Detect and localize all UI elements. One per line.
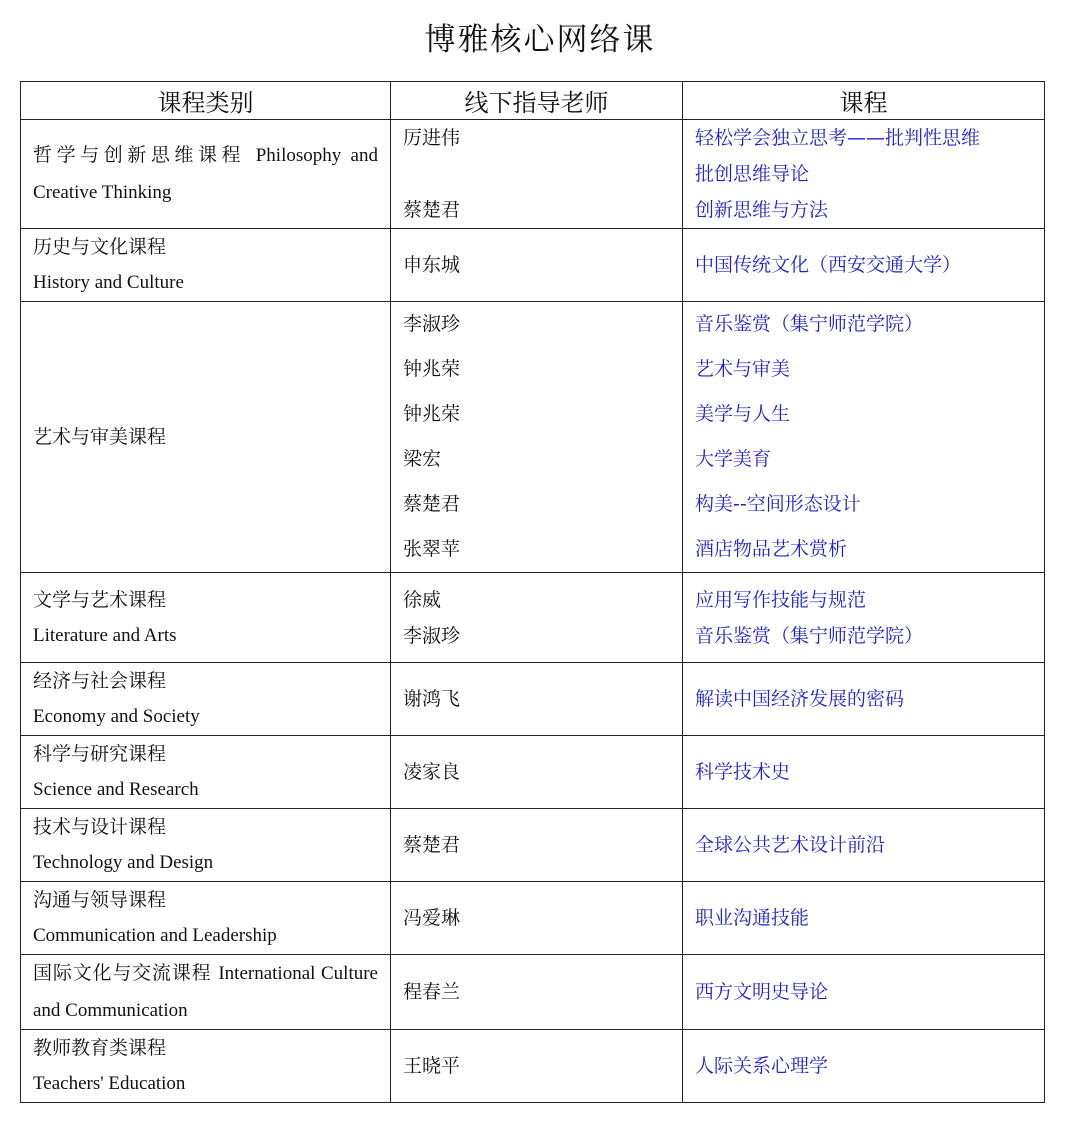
category-en: Philosophy and Creative Thinking <box>33 145 378 203</box>
course-cell <box>683 120 1045 229</box>
course-link[interactable]: 美学与人生 <box>695 403 791 425</box>
course-cell <box>683 736 1045 809</box>
teacher-name: 钟兆荣 <box>403 403 461 425</box>
course-link[interactable]: 构美--空间形态设计 <box>695 493 861 515</box>
category-zh: 技术与设计课程 <box>33 816 167 838</box>
course-link[interactable]: 科学技术史 <box>695 760 791 783</box>
teacher-name: 李淑珍 <box>403 624 461 647</box>
table-row <box>21 229 1045 302</box>
course-cell <box>683 1030 1045 1103</box>
table-row <box>21 573 1045 663</box>
teacher-name <box>403 156 670 192</box>
table-row <box>21 955 1045 1030</box>
category-cell <box>21 955 391 1030</box>
course-cell <box>683 955 1045 1030</box>
category-zh: 文学与艺术课程 <box>33 588 167 611</box>
category-zh: 国际文化与交流课程 <box>33 962 212 984</box>
course-link[interactable]: 音乐鉴赏（集宁师范学院） <box>695 313 924 335</box>
course-table <box>20 81 1045 1103</box>
course-link[interactable]: 酒店物品艺术赏析 <box>695 538 848 560</box>
category-cell <box>21 573 391 663</box>
category-cell <box>21 120 391 229</box>
category-en: Technology and Design <box>33 852 214 873</box>
course-link[interactable]: 轻松学会独立思考——批判性思维 <box>695 127 981 149</box>
teacher-name: 厉进伟 <box>403 127 461 149</box>
category-cell <box>21 882 391 955</box>
course-link[interactable]: 应用写作技能与规范 <box>695 588 867 611</box>
category-zh: 教师教育类课程 <box>33 1037 167 1059</box>
course-link[interactable]: 艺术与审美 <box>695 358 791 380</box>
teacher-name: 王晓平 <box>403 1054 461 1077</box>
category-zh: 历史与文化课程 <box>33 236 167 258</box>
table-row <box>21 1030 1045 1103</box>
teacher-name: 徐威 <box>403 588 442 611</box>
course-cell <box>683 882 1045 955</box>
category-cell <box>21 663 391 736</box>
course-link[interactable]: 人际关系心理学 <box>695 1054 829 1077</box>
teacher-name: 凌家良 <box>403 760 461 783</box>
teacher-name: 谢鸿飞 <box>403 687 461 710</box>
category-en: History and Culture <box>33 272 184 293</box>
table-row <box>21 736 1045 809</box>
category-cell <box>21 229 391 302</box>
teacher-name: 程春兰 <box>403 980 461 1003</box>
category-zh: 沟通与领导课程 <box>33 889 167 911</box>
course-cell <box>683 302 1045 573</box>
teacher-cell <box>391 1030 683 1103</box>
teacher-cell <box>391 120 683 229</box>
teacher-name: 张翠苹 <box>403 538 461 560</box>
category-en: Science and Research <box>33 779 199 800</box>
category-zh: 艺术与审美课程 <box>33 426 167 448</box>
course-cell <box>683 663 1045 736</box>
table-row <box>21 809 1045 882</box>
category-cell <box>21 1030 391 1103</box>
course-link[interactable]: 音乐鉴赏（集宁师范学院） <box>695 624 924 647</box>
course-link[interactable]: 大学美育 <box>695 448 772 470</box>
category-cell <box>21 736 391 809</box>
teacher-cell <box>391 229 683 302</box>
course-link[interactable]: 全球公共艺术设计前沿 <box>695 833 886 856</box>
course-cell <box>683 229 1045 302</box>
teacher-name: 蔡楚君 <box>403 833 461 856</box>
category-en: Teachers' Education <box>33 1073 186 1094</box>
category-cell <box>21 809 391 882</box>
header-category: 课程类别 <box>21 82 391 120</box>
course-link[interactable]: 创新思维与方法 <box>695 199 829 221</box>
teacher-cell <box>391 882 683 955</box>
course-link[interactable]: 解读中国经济发展的密码 <box>695 687 905 710</box>
category-en: Literature and Arts <box>33 624 177 646</box>
teacher-name: 申东城 <box>403 253 461 276</box>
category-en: Economy and Society <box>33 706 200 727</box>
category-zh: 哲学与创新思维课程 <box>33 144 246 166</box>
course-link[interactable]: 西方文明史导论 <box>695 980 829 1003</box>
teacher-cell <box>391 573 683 663</box>
teacher-name: 冯爱琳 <box>403 906 461 929</box>
category-zh: 经济与社会课程 <box>33 670 167 692</box>
header-teacher: 线下指导老师 <box>391 82 683 120</box>
course-link[interactable]: 中国传统文化（西安交通大学） <box>695 253 962 276</box>
course-link[interactable]: 职业沟通技能 <box>695 906 810 929</box>
teacher-cell <box>391 736 683 809</box>
table-row <box>21 302 1045 573</box>
course-cell <box>683 809 1045 882</box>
table-row <box>21 663 1045 736</box>
header-course: 课程 <box>683 82 1045 120</box>
category-zh: 科学与研究课程 <box>33 743 167 765</box>
teacher-cell <box>391 809 683 882</box>
course-cell <box>683 573 1045 663</box>
teacher-name: 钟兆荣 <box>403 358 461 380</box>
teacher-name: 蔡楚君 <box>403 493 461 515</box>
teacher-cell <box>391 302 683 573</box>
table-header-row <box>21 82 1045 120</box>
teacher-cell <box>391 955 683 1030</box>
teacher-name: 梁宏 <box>403 448 442 470</box>
teacher-name: 蔡楚君 <box>403 199 461 221</box>
course-link[interactable]: 批创思维导论 <box>695 163 810 185</box>
category-cell <box>21 302 391 573</box>
category-en: Communication and Leadership <box>33 925 277 946</box>
table-row <box>21 882 1045 955</box>
teacher-name: 李淑珍 <box>403 313 461 335</box>
teacher-cell <box>391 663 683 736</box>
page-title: 博雅核心网络课 <box>424 22 656 58</box>
category-en: International Culture and Communication <box>33 963 378 1021</box>
table-row <box>21 120 1045 229</box>
